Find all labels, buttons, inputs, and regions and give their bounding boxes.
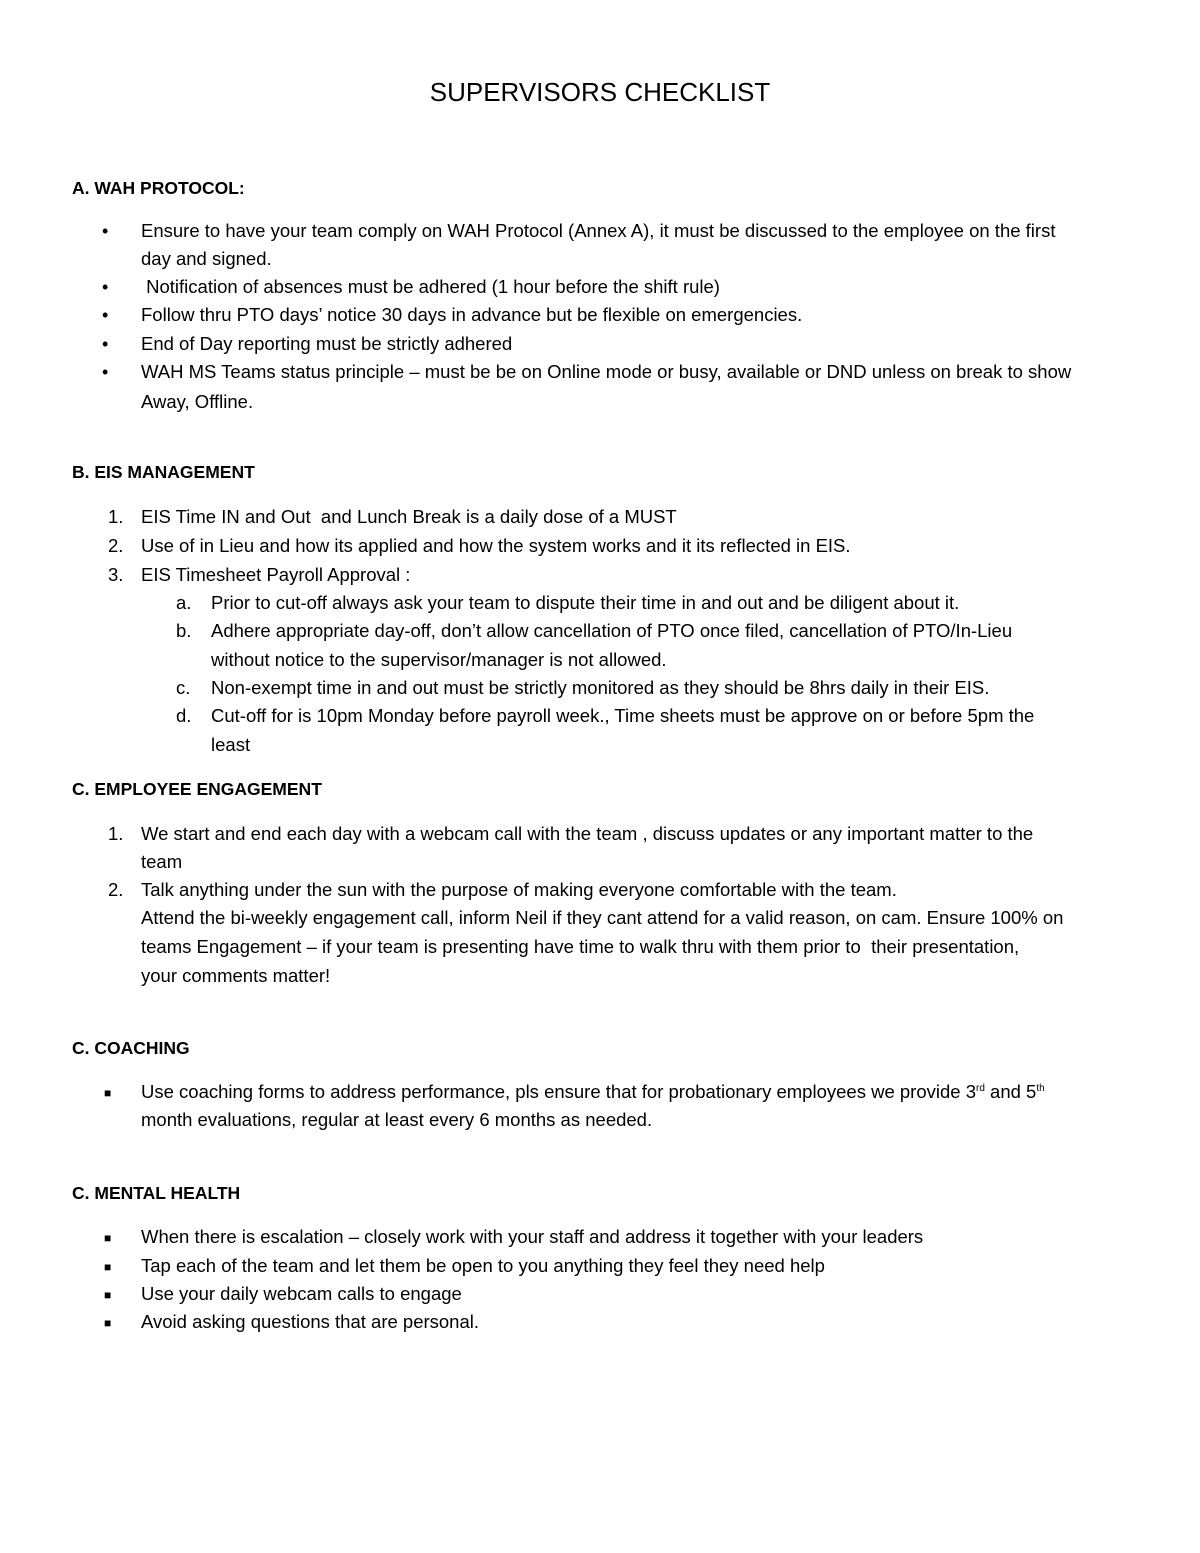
document-title: SUPERVISORS CHECKLIST (429, 77, 771, 107)
section-c-engagement-item-2-line-4: your comments matter! (141, 965, 331, 986)
square-bullet-icon: ■ (104, 1231, 112, 1245)
list-marker: 2. (108, 879, 124, 900)
bullet-icon: • (102, 277, 109, 297)
section-b-item-3: EIS Timesheet Payroll Approval : (141, 564, 411, 585)
list-marker: b. (176, 620, 192, 641)
section-b-subitem-b-line-2: without notice to the supervisor/manager is not allowed. (211, 649, 667, 670)
section-c-engagement-item-2-line-3: teams Engagement – if your team is presenting have time to walk thru with them prior to their presentation, (141, 936, 1020, 957)
section-a-item-5-line-1: WAH MS Teams status principle – must be be on Online mode or busy, available or DND unless on break to show (141, 361, 1072, 382)
section-c-engagement-item-1-line-2: team (141, 851, 183, 872)
square-bullet-icon: ■ (104, 1288, 112, 1302)
section-b-subitem-d-line-2: least (211, 734, 251, 755)
section-a-item-1-line-2: day and signed. (141, 248, 272, 269)
section-b-subitem-d-line-1: Cut-off for is 10pm Monday before payroll week., Time sheets must be approve on or before 5pm the (211, 705, 1035, 726)
section-b-subitem-b-line-1: Adhere appropriate day-off, don’t allow cancellation of PTO once filed, cancellation of PTO/In-Lieu (211, 620, 1013, 641)
section-b-item-2: Use of in Lieu and how its applied and how the system works and it its reflected in EIS. (141, 535, 851, 556)
section-c-engagement-item-2-line-2: Attend the bi-weekly engagement call, inform Neil if they cant attend for a valid reason, on cam. Ensure 100% on (141, 907, 1064, 928)
section-c-engagement-item-1-line-1: We start and end each day with a webcam call with the team , discuss updates or any important matter to the (141, 823, 1034, 844)
section-c-coaching-heading: C. COACHING (72, 1038, 190, 1058)
bullet-icon: • (102, 362, 109, 382)
section-c-coaching-item-line-2: month evaluations, regular at least every 6 months as needed. (141, 1109, 653, 1130)
section-a-heading: A. WAH PROTOCOL: (72, 178, 245, 198)
list-marker: 1. (108, 506, 124, 527)
section-b-subitem-a: Prior to cut-off always ask your team to dispute their time in and out and be diligent about it. (211, 592, 960, 613)
section-c-mental-health-heading: C. MENTAL HEALTH (72, 1183, 241, 1203)
square-bullet-icon: ■ (104, 1086, 112, 1100)
list-marker: d. (176, 705, 192, 726)
section-a-item-3: Follow thru PTO days’ notice 30 days in advance but be flexible on emergencies. (141, 304, 803, 325)
section-c-coaching-item-line-1: Use coaching forms to address performance, pls ensure that for probationary employees we provide 3rd and 5th (141, 1081, 1045, 1102)
bullet-icon: • (102, 334, 109, 354)
list-marker: 1. (108, 823, 124, 844)
section-b-heading: B. EIS MANAGEMENT (72, 462, 255, 482)
section-c-engagement-heading: C. EMPLOYEE ENGAGEMENT (72, 779, 322, 799)
section-c-mental-health-item-4: Avoid asking questions that are personal. (141, 1311, 480, 1332)
section-b-subitem-c: Non-exempt time in and out must be strictly monitored as they should be 8hrs daily in their EIS. (211, 677, 990, 698)
section-a-item-2: Notification of absences must be adhered (1 hour before the shift rule) (141, 276, 720, 297)
list-marker: 3. (108, 564, 124, 585)
square-bullet-icon: ■ (104, 1260, 112, 1274)
bullet-icon: • (102, 221, 109, 241)
list-marker: c. (176, 677, 191, 698)
section-c-mental-health-item-3: Use your daily webcam calls to engage (141, 1283, 462, 1304)
section-c-mental-health-item-1: When there is escalation – closely work with your staff and address it together with your leaders (141, 1226, 924, 1247)
section-a-item-5-line-2: Away, Offline. (141, 391, 254, 412)
section-a-item-1-line-1: Ensure to have your team comply on WAH Protocol (Annex A), it must be discussed to the employee on the first (141, 220, 1056, 241)
list-marker: 2. (108, 535, 124, 556)
section-c-engagement-item-2-line-1: Talk anything under the sun with the purpose of making everyone comfortable with the team. (141, 879, 897, 900)
section-c-mental-health-item-2: Tap each of the team and let them be open to you anything they feel they need help (141, 1255, 825, 1276)
bullet-icon: • (102, 305, 109, 325)
section-a-item-4: End of Day reporting must be strictly adhered (141, 333, 513, 354)
list-marker: a. (176, 592, 192, 613)
section-b-item-1: EIS Time IN and Out and Lunch Break is a daily dose of a MUST (141, 506, 677, 527)
square-bullet-icon: ■ (104, 1316, 112, 1330)
